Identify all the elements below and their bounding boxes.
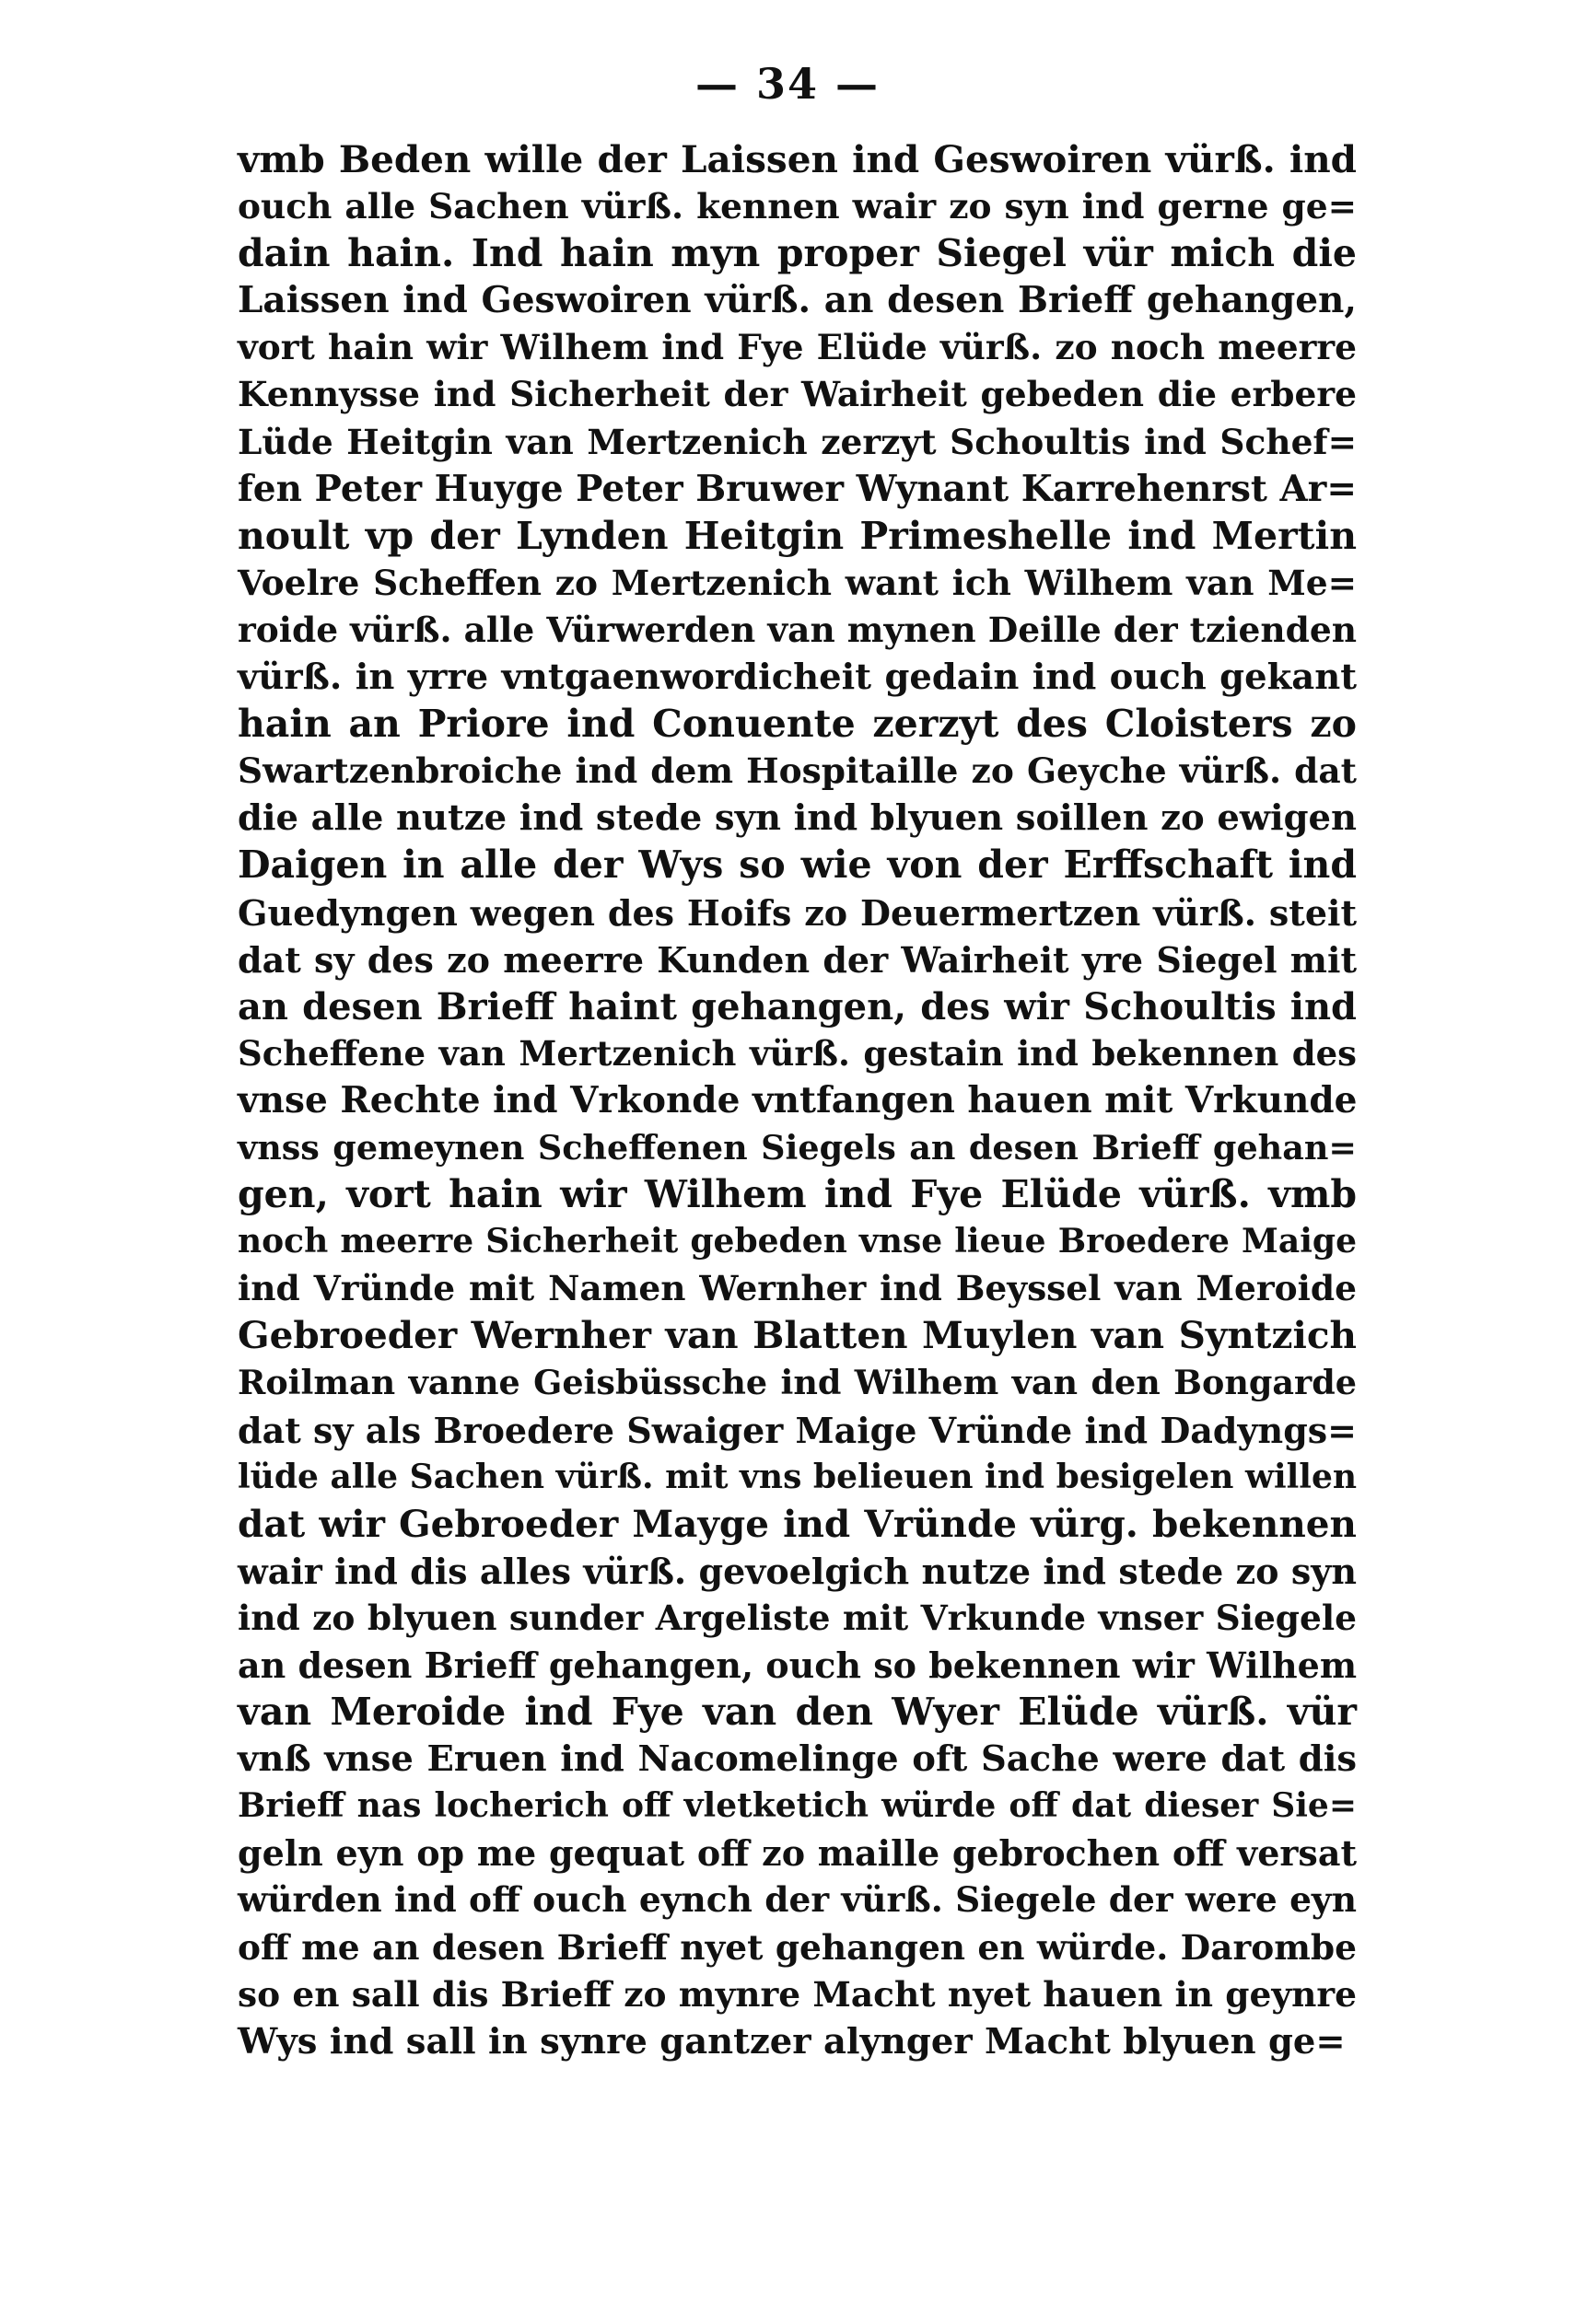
text-line: Brieff nas locherich off vletketich würde off dat dieser Sie= <box>238 1786 1357 1826</box>
text-line: Swartzenbroiche ind dem Hospitaille zo Geyche vürß. dat <box>238 750 1357 792</box>
text-line: Wys ind sall in synre gantzer alynger Macht blyuen ge= <box>238 2020 1346 2063</box>
text-line: fen Peter Huyge Peter Bruwer Wynant Karrehenrst Ar= <box>238 467 1357 510</box>
text-line: würden ind off ouch eynch der vürß. Siegele der were eyn <box>238 1879 1357 1921</box>
text-line: Lüde Heitgin van Mertzenich zerzyt Schoultis ind Schef= <box>238 421 1357 462</box>
text-line: dat wir Gebroeder Mayge ind Vründe vürg. bekennen <box>238 1501 1357 1546</box>
text-line: wair ind dis alles vürß. gevoelgich nutze ind stede zo syn <box>238 1550 1357 1592</box>
text-line: vmb Beden wille der Laissen ind Geswoiren vürß. ind <box>238 137 1357 181</box>
text-line: roide vürß. alle Vürwerden van mynen Deille der tzienden <box>238 609 1357 650</box>
text-line: Daigen in alle der Wys so wie von der Erffschaft ind <box>238 842 1357 888</box>
text-line: Voelre Scheffen zo Mertzenich want ich Wilhem van Me= <box>238 562 1357 603</box>
text-line: vnss gemeynen Scheffenen Siegels an desen Brieff gehan= <box>238 1127 1357 1168</box>
text-line: die alle nutze ind stede syn ind blyuen soillen zo ewigen <box>238 797 1357 840</box>
text-line: noult vp der Lynden Heitgin Primeshelle ind Mertin <box>238 513 1357 558</box>
text-line: noch meerre Sicherheit gebeden vnse lieue Broedere Maige <box>238 1222 1357 1261</box>
text-line: Roilman vanne Geisbüssche ind Wilhem van den Bongarde <box>238 1363 1357 1403</box>
text-line: an desen Brieff gehangen, ouch so bekennen wir Wilhem <box>238 1644 1358 1686</box>
text-line: lüde alle Sachen vürß. mit vns belieuen ind besigelen willen <box>238 1457 1358 1496</box>
text-line: ouch alle Sachen vürß. kennen wair zo syn ind gerne ge= <box>238 186 1357 227</box>
text-line: vort hain wir Wilhem ind Fye Elüde vürß. zo noch meerre <box>238 327 1357 368</box>
text-line: dain hain. Ind hain myn proper Siegel vür mich die <box>238 231 1357 276</box>
text-line: gen, vort hain wir Wilhem ind Fye Elüde vürß. vmb <box>238 1172 1357 1217</box>
text-line: dat sy des zo meerre Kunden der Wairheit yre Siegel mit <box>238 938 1357 981</box>
text-line: hain an Priore ind Conuente zerzyt des Cloisters zo <box>238 702 1357 747</box>
text-line: off me an desen Brieff nyet gehangen en würde. Darombe <box>238 1926 1357 1968</box>
text-line: geln eyn op me gequat off zo maille gebrochen off versat <box>238 1832 1357 1875</box>
text-line: van Meroide ind Fye van den Wyer Elüde vürß. vür <box>238 1690 1357 1735</box>
body-text <box>238 136 1357 2065</box>
text-line: vürß. in yrre vntgaenwordicheit gedain ind ouch gekant <box>238 657 1357 699</box>
text-line: an desen Brieff haint gehangen, des wir Schoultis ind <box>238 984 1357 1028</box>
text-line: ind zo blyuen sunder Argeliste mit Vrkunde vnser Siegele <box>238 1597 1357 1638</box>
text-line: vnß vnse Eruen ind Nacomelinge oft Sache were dat dis <box>238 1738 1357 1781</box>
text-line: vnse Rechte ind Vrkonde vntfangen hauen mit Vrkunde <box>238 1078 1358 1121</box>
text-line: Kennysse ind Sicherheit der Wairheit gebeden die erbere <box>238 374 1357 415</box>
text-line: Scheffene van Mertzenich vürß. gestain ind bekennen des <box>238 1032 1357 1074</box>
text-line: Guedyngen wegen des Hoifs zo Deuermertzen vürß. steit <box>238 891 1357 934</box>
text-line: Gebroeder Wernher van Blatten Muylen van Syntzich <box>238 1313 1357 1358</box>
page-number: — 34 — <box>694 59 881 109</box>
text-line: dat sy als Broedere Swaiger Maige Vründe ind Dadyngs= <box>238 1409 1357 1451</box>
text-line: so en sall dis Brieff zo mynre Macht nyet hauen in geynre <box>238 1973 1357 2015</box>
text-line: Laissen ind Geswoiren vürß. an desen Brieff gehangen, <box>238 279 1357 322</box>
text-line: ind Vründe mit Namen Wernher ind Beyssel van Meroide <box>238 1268 1357 1309</box>
